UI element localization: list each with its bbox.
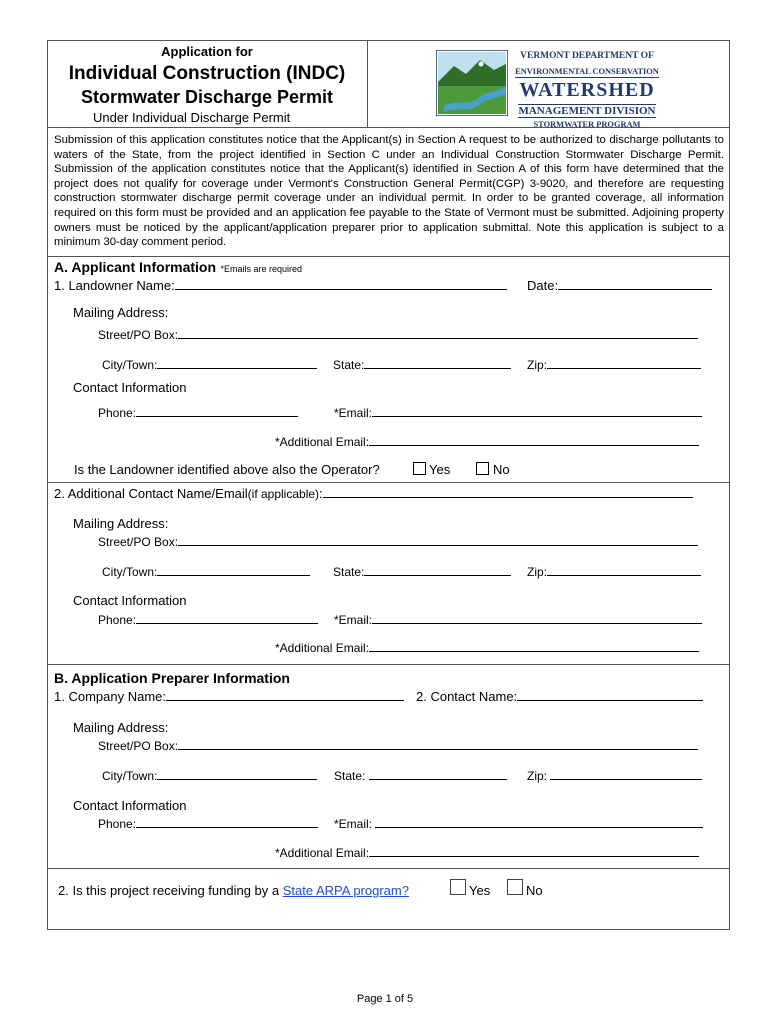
emails-required-note: *Emails are required bbox=[220, 264, 303, 274]
city-field-2[interactable] bbox=[102, 563, 310, 579]
street-label-3: Street/PO Box: bbox=[98, 739, 179, 753]
company-name-label: 1. Company Name: bbox=[54, 689, 166, 704]
funding-no-label: No bbox=[526, 883, 543, 898]
zip-label-3: Zip: bbox=[527, 769, 551, 783]
phone-label-3: Phone: bbox=[98, 817, 137, 831]
phone-input-3[interactable] bbox=[136, 815, 318, 828]
contact-name-input[interactable] bbox=[517, 688, 703, 701]
logo-line1: VERMONT DEPARTMENT OF bbox=[520, 51, 654, 61]
zip-label: Zip: bbox=[527, 358, 548, 372]
landowner-name-field[interactable] bbox=[54, 277, 507, 294]
additional-email-label: *Additional Email: bbox=[275, 435, 370, 449]
if-applicable-note: (if applicable) bbox=[247, 487, 320, 501]
date-label: Date: bbox=[527, 278, 559, 293]
landowner-name-label: 1. Landowner Name: bbox=[54, 278, 175, 293]
title-kicker: Application for bbox=[161, 44, 253, 59]
state-label-2: State: bbox=[333, 565, 365, 579]
email-input[interactable] bbox=[372, 404, 702, 417]
logo-line2: ENVIRONMENTAL CONSERVATION bbox=[515, 67, 659, 76]
state-input[interactable] bbox=[364, 356, 511, 369]
funding-question bbox=[58, 883, 409, 899]
contact-information-label: Contact Information bbox=[73, 380, 187, 395]
date-field[interactable] bbox=[527, 277, 712, 294]
operator-yes-label: Yes bbox=[429, 462, 451, 477]
phone-field-2[interactable] bbox=[98, 611, 318, 627]
street-label: Street/PO Box: bbox=[98, 328, 179, 342]
email-input-3[interactable] bbox=[375, 815, 703, 828]
section-a1-rule bbox=[47, 482, 730, 483]
state-field[interactable] bbox=[333, 356, 511, 372]
street-input-2[interactable] bbox=[178, 533, 698, 546]
mailing-address-label: Mailing Address: bbox=[73, 305, 169, 320]
state-field-2[interactable] bbox=[333, 563, 511, 579]
subtitle: Under Individual Discharge Permit bbox=[93, 110, 291, 125]
section-a2-rule bbox=[47, 664, 730, 665]
state-input-2[interactable] bbox=[364, 563, 511, 576]
mailing-address-label-3: Mailing Address: bbox=[73, 720, 169, 735]
additional-contact-input[interactable] bbox=[323, 485, 693, 498]
city-label-2: City/Town: bbox=[102, 565, 158, 579]
state-label-3: State: bbox=[334, 769, 369, 783]
email-field[interactable] bbox=[334, 404, 702, 420]
funding-yes-label: Yes bbox=[469, 883, 491, 898]
email-label: *Email: bbox=[334, 406, 373, 420]
zip-label-2: Zip: bbox=[527, 565, 548, 579]
zip-field-3[interactable] bbox=[527, 767, 702, 783]
section-a-title: A. Applicant Information bbox=[54, 259, 217, 275]
street-field-2[interactable] bbox=[98, 533, 698, 549]
additional-contact-field[interactable] bbox=[54, 485, 693, 502]
state-label: State: bbox=[333, 358, 365, 372]
phone-label-2: Phone: bbox=[98, 613, 137, 627]
email-label-3: *Email: bbox=[334, 817, 376, 831]
city-field[interactable] bbox=[102, 356, 317, 372]
page-title: Individual Construction (INDC) bbox=[68, 63, 346, 84]
funding-yes-checkbox[interactable] bbox=[450, 879, 466, 895]
date-input[interactable] bbox=[558, 277, 712, 290]
operator-question: Is the Landowner identified above also the Operator? bbox=[74, 462, 380, 477]
street-field-3[interactable] bbox=[98, 737, 698, 753]
additional-email-field-3[interactable] bbox=[275, 844, 699, 860]
zip-field-2[interactable] bbox=[527, 563, 701, 579]
contact-name-label: 2. Contact Name: bbox=[416, 689, 518, 704]
state-field-3[interactable] bbox=[334, 767, 507, 783]
additional-email-label-3: *Additional Email: bbox=[275, 846, 370, 860]
arpa-program-link[interactable]: State ARPA program? bbox=[282, 883, 409, 898]
additional-contact-colon: : bbox=[319, 486, 323, 501]
zip-input-3[interactable] bbox=[550, 767, 702, 780]
email-label-2: *Email: bbox=[334, 613, 373, 627]
funding-no-checkbox[interactable] bbox=[507, 879, 523, 895]
watershed-logo-icon bbox=[436, 50, 508, 116]
email-field-3[interactable] bbox=[334, 815, 703, 831]
logo-line5: STORMWATER PROGRAM bbox=[533, 120, 641, 129]
operator-no-label: No bbox=[493, 462, 510, 477]
phone-input-2[interactable] bbox=[136, 611, 318, 624]
additional-email-input-2[interactable] bbox=[369, 639, 699, 652]
city-input-2[interactable] bbox=[157, 563, 310, 576]
phone-field[interactable] bbox=[98, 404, 298, 420]
funding-question-text: 2. Is this project receiving funding by a bbox=[58, 883, 283, 898]
contact-information-label-3: Contact Information bbox=[73, 798, 187, 813]
additional-contact-label: 2. Additional Contact Name/Email bbox=[54, 486, 248, 501]
logo-line3: WATERSHED bbox=[519, 79, 655, 101]
phone-label: Phone: bbox=[98, 406, 137, 420]
city-label-3: City/Town: bbox=[102, 769, 158, 783]
logo-text bbox=[512, 51, 662, 131]
title-block bbox=[47, 44, 367, 109]
street-input[interactable] bbox=[178, 326, 698, 339]
logo-line4: MANAGEMENT DIVISION bbox=[518, 105, 656, 117]
landowner-name-input[interactable] bbox=[175, 277, 507, 290]
city-input-3[interactable] bbox=[157, 767, 317, 780]
email-field-2[interactable] bbox=[334, 611, 702, 627]
company-name-field[interactable] bbox=[54, 688, 404, 705]
contact-information-label-2: Contact Information bbox=[73, 593, 187, 608]
additional-email-input-3[interactable] bbox=[369, 844, 699, 857]
section-b-rule bbox=[47, 868, 730, 869]
additional-email-field[interactable] bbox=[275, 433, 699, 449]
header-divider bbox=[367, 40, 368, 128]
company-name-input[interactable] bbox=[166, 688, 404, 701]
zip-input[interactable] bbox=[547, 356, 701, 369]
phone-field-3[interactable] bbox=[98, 815, 318, 831]
street-input-3[interactable] bbox=[178, 737, 698, 750]
operator-no-checkbox[interactable] bbox=[476, 462, 489, 475]
city-label: City/Town: bbox=[102, 358, 158, 372]
additional-email-field-2[interactable] bbox=[275, 639, 699, 655]
city-field-3[interactable] bbox=[102, 767, 317, 783]
city-input[interactable] bbox=[157, 356, 317, 369]
page-number: Page 1 of 5 bbox=[356, 993, 414, 1005]
intro-paragraph: Submission of this application constitutes notice that the Applicant(s) in Section A request to be authorized to discharge pollutants to waters of the State, from the project identified in Section C under an Individual Construction Stormwater Discharge Permit. Submission of the application constitutes notice that the Applicant(s) identified in Section A of this form have determined that the project does not qualify for coverage under Vermont's Construction General Permit(CGP) 3-9020, and therefore are requesting construction stormwater discharge permit coverage under an individual permit. In order to be granted coverage, all information required on this form must be provided and an application fee payable to the State of Vermont must be submitted. Adjoining property owners must be noticed by the applicant/application preparer prior to application submittal. Note this application is subject to a minimum 30-day comment period. bbox=[54, 134, 724, 249]
intro-rule bbox=[47, 256, 730, 257]
email-input-2[interactable] bbox=[372, 611, 702, 624]
zip-field[interactable] bbox=[527, 356, 701, 372]
section-a-heading bbox=[54, 259, 302, 277]
operator-yes-checkbox[interactable] bbox=[413, 462, 426, 475]
phone-input[interactable] bbox=[136, 404, 298, 417]
contact-name-field[interactable] bbox=[416, 688, 703, 705]
zip-input-2[interactable] bbox=[547, 563, 701, 576]
page-title-line2: Stormwater Discharge Permit bbox=[80, 87, 334, 107]
street-field[interactable] bbox=[98, 326, 698, 342]
state-input-3[interactable] bbox=[369, 767, 507, 780]
mailing-address-label-2: Mailing Address: bbox=[73, 516, 169, 531]
street-label-2: Street/PO Box: bbox=[98, 535, 179, 549]
additional-email-label-2: *Additional Email: bbox=[275, 641, 370, 655]
section-b-title: B. Application Preparer Information bbox=[54, 670, 290, 686]
additional-email-input[interactable] bbox=[369, 433, 699, 446]
